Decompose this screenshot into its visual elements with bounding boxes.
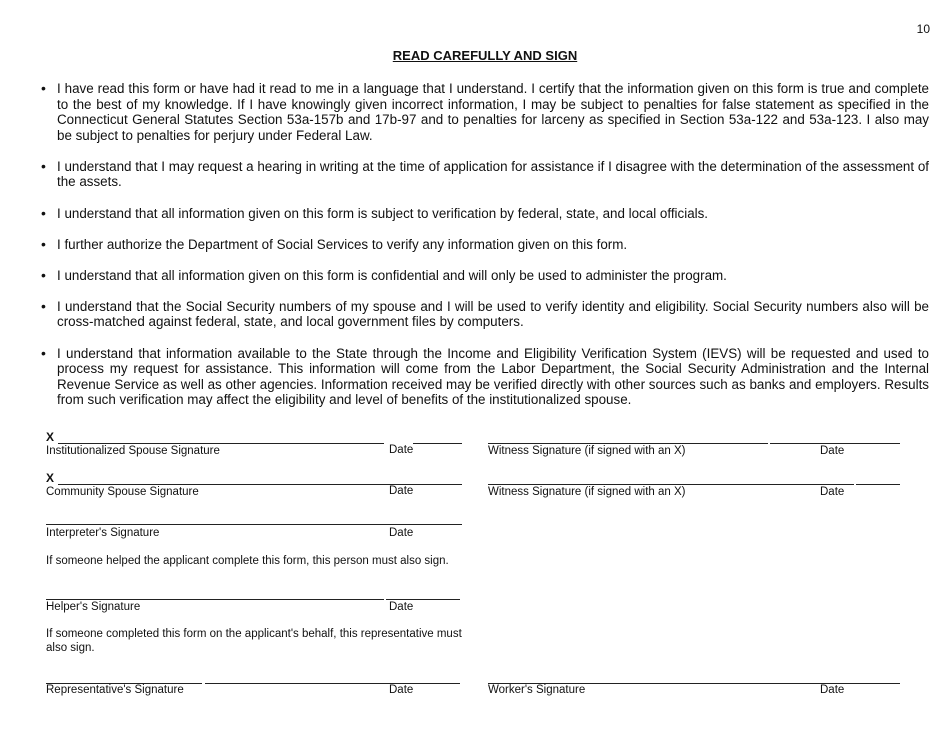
date-label: Date xyxy=(820,445,845,457)
statement-item xyxy=(40,346,929,408)
page-number: 10 xyxy=(916,22,930,36)
statement-list xyxy=(40,81,929,423)
bullet-icon: • xyxy=(41,344,46,361)
statement-item xyxy=(40,206,929,222)
witness-2-signature-line[interactable] xyxy=(488,484,854,485)
statement-item xyxy=(40,268,929,284)
date-label: Date xyxy=(389,684,414,696)
bullet-icon: • xyxy=(41,157,46,174)
bullet-icon: • xyxy=(41,235,46,252)
date-label: Date xyxy=(389,485,414,497)
helper-signature-label: Helper's Signature xyxy=(46,601,141,613)
worker-signature-label: Worker's Signature xyxy=(488,684,586,696)
institutionalized-spouse-signature-line[interactable] xyxy=(58,443,384,444)
statement-item xyxy=(40,81,929,143)
statement-item xyxy=(40,237,929,253)
date-label: Date xyxy=(389,601,414,613)
statement-item xyxy=(40,159,929,190)
statement-item xyxy=(40,299,929,330)
date-label: Date xyxy=(389,444,414,456)
statement-text: I understand that all information given on this form is confidential and will only be used to administer the program. xyxy=(57,267,727,283)
bullet-icon: • xyxy=(41,204,46,221)
community-spouse-signature-label: Community Spouse Signature xyxy=(46,486,199,498)
helper-date-line[interactable] xyxy=(386,599,460,600)
statement-text: I understand that information available to the State through the Income and Eligibility Verification System (IEVS) will be requested and used to process my request for assistance. This information will come from the Labor Department, the Social Security Administration and the Internal Revenue Service as well as other agencies. Information received may be verified directly with other sources such as banks and employers. Results from such verification may affect the eligibility and level of benefits of the institutionalized spouse. xyxy=(57,345,929,408)
helper-signature-line[interactable] xyxy=(46,599,384,600)
x-mark: X xyxy=(46,471,55,485)
bullet-icon: • xyxy=(41,297,46,314)
statement-text: I understand that I may request a hearing in writing at the time of application for assistance if I disagree with the determination of the assessment of the assets. xyxy=(57,158,929,190)
interpreter-signature-line[interactable] xyxy=(46,524,462,525)
date-label: Date xyxy=(389,527,414,539)
representative-note: If someone completed this form on the applicant's behalf, this representative must also sign. xyxy=(46,628,462,654)
institutionalized-spouse-signature-label: Institutionalized Spouse Signature xyxy=(46,445,220,457)
witness-1-signature-line[interactable] xyxy=(488,443,768,444)
statement-text: I have read this form or have had it read to me in a language that I understand. I certify that the information given on this form is true and complete to the best of my knowledge. If I have knowingly given incorrect information, I may be subject to penalties for false statement as specified in the Connecticut General Statutes Section 53a-157b and 17b-97 and to penalties for larceny as specified in Section 53a-122 and 53a-123. I also may be subject to penalties for perjury under Federal Law. xyxy=(57,81,929,143)
witness-2-signature-label: Witness Signature (if signed with an X) xyxy=(488,486,686,498)
x-mark: X xyxy=(46,430,55,444)
page-title: READ CAREFULLY AND SIGN xyxy=(392,48,578,63)
statement-text: I understand that the Social Security numbers of my spouse and I will be used to verify identity and eligibility. Social Security numbers also will be cross-matched against federal, state, and local government files by computers. xyxy=(57,298,929,330)
witness-1-signature-label: Witness Signature (if signed with an X) xyxy=(488,445,686,457)
witness-2-date-line[interactable] xyxy=(856,484,900,485)
representative-signature-label: Representative's Signature xyxy=(46,684,184,696)
representative-date-line[interactable] xyxy=(205,683,460,684)
bullet-icon: • xyxy=(41,80,46,96)
statement-text: I further authorize the Department of Social Services to verify any information given on this form. xyxy=(57,236,628,252)
bullet-icon: • xyxy=(41,266,46,283)
helper-note: If someone helped the applicant complete this form, this person must also sign. xyxy=(46,555,449,567)
institutionalized-spouse-date-line[interactable] xyxy=(413,443,462,444)
witness-1-date-line[interactable] xyxy=(770,443,900,444)
date-label: Date xyxy=(820,486,845,498)
interpreter-signature-label: Interpreter's Signature xyxy=(46,527,160,539)
statement-text: I understand that all information given on this form is subject to verification by federal, state, and local officials. xyxy=(57,205,709,221)
date-label: Date xyxy=(820,684,845,696)
